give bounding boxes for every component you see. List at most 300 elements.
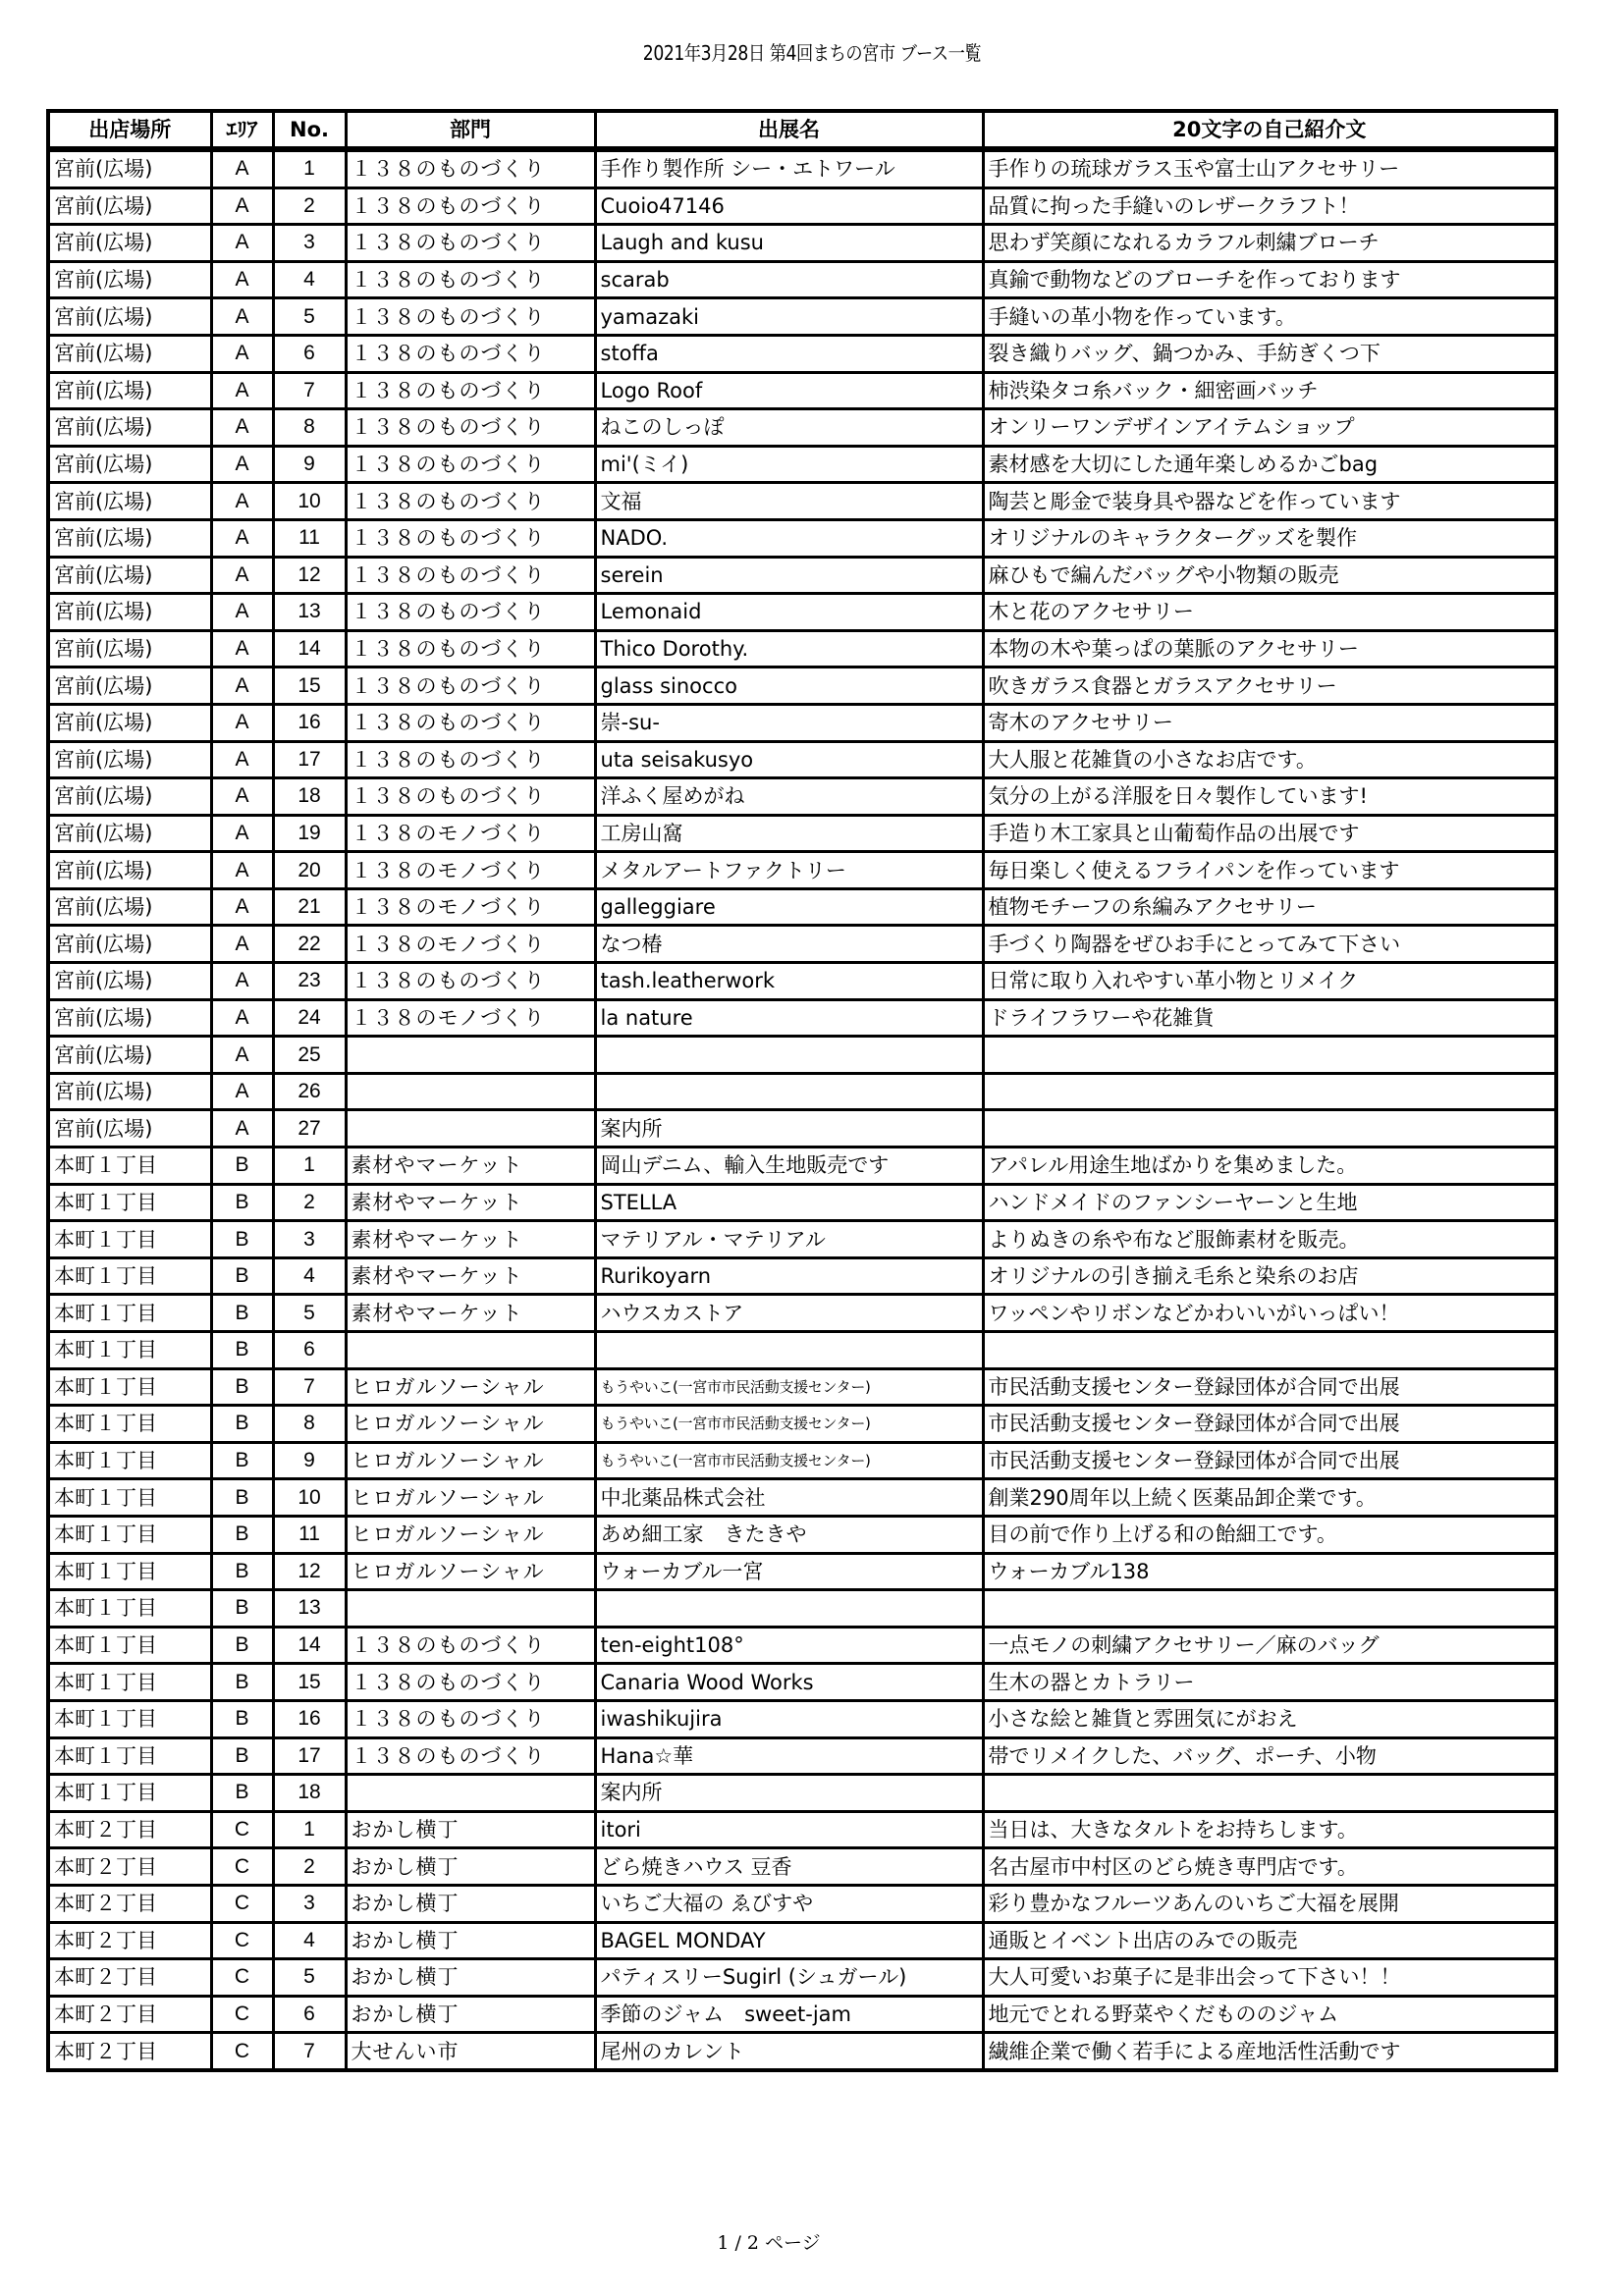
cell-intro: 一点モノの刺繍アクセサリー／麻のバッグ: [983, 1627, 1556, 1664]
table-row: [48, 778, 1556, 816]
cell-category: １３８のものづくり: [346, 963, 595, 1000]
cell-location: 本町１丁目: [48, 1442, 211, 1479]
cell-category: 素材やマーケット: [346, 1148, 595, 1185]
cell-exhibitor: la nature: [595, 999, 983, 1037]
cell-location: 宮前(広場): [48, 1110, 211, 1148]
cell-number: 23: [273, 963, 346, 1000]
document-title: 2021年3月28日 第4回まちの宮市 ブース一覧: [642, 41, 982, 65]
cell-number: 15: [273, 667, 346, 705]
cell-exhibitor: なつ椿: [595, 926, 983, 963]
cell-area: A: [211, 557, 273, 594]
cell-area: B: [211, 1627, 273, 1664]
cell-intro: 木と花のアクセサリー: [983, 594, 1556, 631]
cell-intro: ウォーカブル138: [983, 1553, 1556, 1590]
cell-exhibitor: Hana☆華: [595, 1737, 983, 1775]
cell-exhibitor: serein: [595, 557, 983, 594]
cell-number: 9: [273, 446, 346, 483]
cell-location: 宮前(広場): [48, 667, 211, 705]
cell-location: 本町１丁目: [48, 1257, 211, 1295]
table-row: [48, 630, 1556, 667]
cell-intro: [983, 1037, 1556, 1074]
cell-area: A: [211, 225, 273, 262]
table-row: [48, 1295, 1556, 1332]
cell-intro: ドライフラワーや花雑貨: [983, 999, 1556, 1037]
cell-exhibitor: もうやいこ(一宮市市民活動支援センター): [595, 1368, 983, 1406]
cell-exhibitor: メタルアートファクトリー: [595, 852, 983, 889]
cell-area: B: [211, 1553, 273, 1590]
cell-intro: オリジナルの引き揃え毛糸と染糸のお店: [983, 1257, 1556, 1295]
cell-exhibitor: いちご大福の ゑびすや: [595, 1885, 983, 1922]
table-row: [48, 1627, 1556, 1664]
cell-intro: 名古屋市中村区のどら焼き専門店です。: [983, 1848, 1556, 1886]
cell-category: １３８のものづくり: [346, 261, 595, 298]
cell-area: A: [211, 888, 273, 926]
cell-area: A: [211, 999, 273, 1037]
cell-location: 宮前(広場): [48, 815, 211, 852]
cell-number: 1: [273, 149, 346, 187]
header-location: 出店場所: [48, 111, 211, 149]
cell-area: A: [211, 1110, 273, 1148]
cell-exhibitor: どら焼きハウス 豆香: [595, 1848, 983, 1886]
cell-location: 本町１丁目: [48, 1700, 211, 1737]
cell-number: 7: [273, 1368, 346, 1406]
cell-intro: オリジナルのキャラクターグッズを製作: [983, 519, 1556, 557]
cell-number: 13: [273, 594, 346, 631]
cell-category: ヒロガルソーシャル: [346, 1442, 595, 1479]
cell-category: おかし横丁: [346, 1996, 595, 2033]
cell-intro: [983, 1110, 1556, 1148]
cell-category: １３８のものづくり: [346, 298, 595, 336]
cell-number: 2: [273, 187, 346, 225]
cell-intro: 彩り豊かなフルーツあんのいちご大福を展開: [983, 1885, 1556, 1922]
cell-number: 3: [273, 225, 346, 262]
table-row: [48, 1184, 1556, 1221]
cell-number: 6: [273, 335, 346, 372]
cell-intro: 手づくり陶器をぜひお手にとってみて下さい: [983, 926, 1556, 963]
table-row: [48, 1073, 1556, 1110]
cell-location: 宮前(広場): [48, 446, 211, 483]
table-row: [48, 446, 1556, 483]
cell-intro: 手縫いの革小物を作っています。: [983, 298, 1556, 336]
cell-category: １３８のものづくり: [346, 594, 595, 631]
cell-location: 本町１丁目: [48, 1332, 211, 1369]
cell-location: 宮前(広場): [48, 409, 211, 447]
cell-location: 宮前(広場): [48, 926, 211, 963]
table-row: [48, 1479, 1556, 1517]
cell-intro: 大人服と花雑貨の小さなお店です。: [983, 741, 1556, 778]
cell-number: 7: [273, 2033, 346, 2070]
cell-area: B: [211, 1221, 273, 1258]
cell-exhibitor: ねこのしっぽ: [595, 409, 983, 447]
cell-location: 本町１丁目: [48, 1148, 211, 1185]
cell-location: 本町２丁目: [48, 1959, 211, 1997]
cell-category: [346, 1037, 595, 1074]
table-row: [48, 1811, 1556, 1848]
table-row: [48, 852, 1556, 889]
table-row: [48, 1959, 1556, 1997]
cell-location: 本町２丁目: [48, 1885, 211, 1922]
cell-area: A: [211, 704, 273, 741]
cell-number: 12: [273, 557, 346, 594]
cell-exhibitor: あめ細工家 きたきや: [595, 1516, 983, 1553]
cell-intro: 生木の器とカトラリー: [983, 1664, 1556, 1701]
cell-area: C: [211, 1996, 273, 2033]
cell-intro: 品質に拘った手縫いのレザークラフト！: [983, 187, 1556, 225]
cell-location: 宮前(広場): [48, 1037, 211, 1074]
cell-area: B: [211, 1590, 273, 1628]
cell-location: 本町１丁目: [48, 1775, 211, 1812]
cell-intro: 市民活動支援センター登録団体が合同で出展: [983, 1406, 1556, 1443]
cell-number: 21: [273, 888, 346, 926]
table-row: [48, 1516, 1556, 1553]
table-row: [48, 372, 1556, 409]
cell-area: A: [211, 298, 273, 336]
cell-exhibitor: 洋ふく屋めがね: [595, 778, 983, 816]
header-area: ｴﾘｱ: [211, 111, 273, 149]
table-row: [48, 187, 1556, 225]
cell-intro: 真鍮で動物などのブローチを作っております: [983, 261, 1556, 298]
cell-intro: 寄木のアクセサリー: [983, 704, 1556, 741]
header-number: No.: [273, 111, 346, 149]
cell-number: 11: [273, 1516, 346, 1553]
table-row: [48, 1332, 1556, 1369]
cell-number: 2: [273, 1848, 346, 1886]
table-row: [48, 594, 1556, 631]
table-row: [48, 409, 1556, 447]
cell-location: 宮前(広場): [48, 963, 211, 1000]
cell-number: 13: [273, 1590, 346, 1628]
cell-category: １３８のものづくり: [346, 335, 595, 372]
cell-location: 本町１丁目: [48, 1184, 211, 1221]
cell-category: 素材やマーケット: [346, 1184, 595, 1221]
cell-category: [346, 1073, 595, 1110]
cell-area: B: [211, 1664, 273, 1701]
cell-intro: [983, 1332, 1556, 1369]
cell-exhibitor: 手作り製作所 シー・エトワール: [595, 149, 983, 187]
cell-area: A: [211, 778, 273, 816]
cell-number: 14: [273, 1627, 346, 1664]
cell-location: 本町１丁目: [48, 1627, 211, 1664]
cell-category: １３８のものづくり: [346, 372, 595, 409]
cell-exhibitor: stoffa: [595, 335, 983, 372]
table-row: [48, 519, 1556, 557]
cell-exhibitor: iwashikujira: [595, 1700, 983, 1737]
cell-area: A: [211, 1073, 273, 1110]
cell-category: １３８のモノづくり: [346, 815, 595, 852]
cell-location: 宮前(広場): [48, 483, 211, 520]
cell-intro: [983, 1775, 1556, 1812]
cell-category: １３８のものづくり: [346, 557, 595, 594]
table-row: [48, 1110, 1556, 1148]
cell-intro: 陶芸と彫金で装身具や器などを作っています: [983, 483, 1556, 520]
cell-exhibitor: Cuoio47146: [595, 187, 983, 225]
table-row: [48, 1996, 1556, 2033]
table-row: [48, 335, 1556, 372]
cell-area: A: [211, 963, 273, 1000]
cell-exhibitor: yamazaki: [595, 298, 983, 336]
cell-intro: 裂き織りバッグ、鍋つかみ、手紡ぎくつ下: [983, 335, 1556, 372]
cell-intro: 本物の木や葉っぱの葉脈のアクセサリー: [983, 630, 1556, 667]
cell-number: 16: [273, 1700, 346, 1737]
cell-exhibitor: ten-eight108°: [595, 1627, 983, 1664]
cell-exhibitor: [595, 1332, 983, 1369]
page-number: 1 / 2 ページ: [717, 2232, 821, 2254]
cell-area: B: [211, 1479, 273, 1517]
table-row: [48, 1590, 1556, 1628]
cell-number: 14: [273, 630, 346, 667]
cell-location: 本町２丁目: [48, 1922, 211, 1959]
cell-category: [346, 1332, 595, 1369]
cell-category: 素材やマーケット: [346, 1257, 595, 1295]
cell-area: B: [211, 1442, 273, 1479]
cell-exhibitor: Thico Dorothy.: [595, 630, 983, 667]
cell-exhibitor: Rurikoyarn: [595, 1257, 983, 1295]
cell-number: 10: [273, 483, 346, 520]
cell-number: 19: [273, 815, 346, 852]
cell-location: 宮前(広場): [48, 630, 211, 667]
cell-category: １３８のものづくり: [346, 667, 595, 705]
table-row: [48, 1442, 1556, 1479]
cell-area: C: [211, 1848, 273, 1886]
cell-area: A: [211, 519, 273, 557]
cell-number: 18: [273, 1775, 346, 1812]
table-row: [48, 963, 1556, 1000]
table-row: [48, 888, 1556, 926]
cell-number: 26: [273, 1073, 346, 1110]
cell-exhibitor: Lemonaid: [595, 594, 983, 631]
cell-number: 5: [273, 298, 346, 336]
cell-area: B: [211, 1516, 273, 1553]
cell-category: ヒロガルソーシャル: [346, 1553, 595, 1590]
cell-intro: 手造り木工家具と山葡萄作品の出展です: [983, 815, 1556, 852]
table-row: [48, 667, 1556, 705]
cell-exhibitor: 尾州のカレント: [595, 2033, 983, 2070]
cell-location: 本町１丁目: [48, 1590, 211, 1628]
cell-category: １３８のものづくり: [346, 446, 595, 483]
cell-number: 11: [273, 519, 346, 557]
cell-exhibitor: BAGEL MONDAY: [595, 1922, 983, 1959]
cell-intro: [983, 1073, 1556, 1110]
cell-location: 宮前(広場): [48, 261, 211, 298]
cell-location: 宮前(広場): [48, 187, 211, 225]
cell-location: 本町２丁目: [48, 1996, 211, 2033]
table-row: [48, 2033, 1556, 2070]
cell-category: １３８のものづくり: [346, 483, 595, 520]
cell-intro: よりぬきの糸や布など服飾素材を販売。: [983, 1221, 1556, 1258]
cell-number: 3: [273, 1885, 346, 1922]
cell-location: 本町１丁目: [48, 1221, 211, 1258]
cell-number: 5: [273, 1295, 346, 1332]
cell-intro: 麻ひもで編んだバッグや小物類の販売: [983, 557, 1556, 594]
cell-exhibitor: Canaria Wood Works: [595, 1664, 983, 1701]
table-row: [48, 298, 1556, 336]
cell-category: １３８のものづくり: [346, 187, 595, 225]
cell-area: A: [211, 149, 273, 187]
table-row: [48, 1775, 1556, 1812]
cell-location: 宮前(広場): [48, 888, 211, 926]
cell-location: 宮前(広場): [48, 704, 211, 741]
cell-number: 6: [273, 1996, 346, 2033]
cell-category: 大せんい市: [346, 2033, 595, 2070]
cell-intro: ワッペンやリボンなどかわいいがいっぱい！: [983, 1295, 1556, 1332]
cell-exhibitor: マテリアル・マテリアル: [595, 1221, 983, 1258]
cell-exhibitor: [595, 1037, 983, 1074]
cell-area: C: [211, 1959, 273, 1997]
cell-category: ヒロガルソーシャル: [346, 1479, 595, 1517]
cell-intro: 帯でリメイクした、バッグ、ポーチ、小物: [983, 1737, 1556, 1775]
table-row: [48, 1148, 1556, 1185]
cell-exhibitor: 案内所: [595, 1110, 983, 1148]
table-row: [48, 557, 1556, 594]
cell-location: 本町１丁目: [48, 1406, 211, 1443]
table-row: [48, 1368, 1556, 1406]
cell-area: A: [211, 409, 273, 447]
cell-exhibitor: 文福: [595, 483, 983, 520]
cell-area: A: [211, 372, 273, 409]
table-row: [48, 1257, 1556, 1295]
cell-category: [346, 1590, 595, 1628]
cell-exhibitor: もうやいこ(一宮市市民活動支援センター): [595, 1442, 983, 1479]
cell-number: 17: [273, 741, 346, 778]
cell-area: B: [211, 1700, 273, 1737]
cell-intro: 通販とイベント出店のみでの販売: [983, 1922, 1556, 1959]
cell-number: 4: [273, 261, 346, 298]
cell-location: 本町１丁目: [48, 1664, 211, 1701]
cell-area: B: [211, 1148, 273, 1185]
cell-number: 27: [273, 1110, 346, 1148]
cell-location: 本町１丁目: [48, 1553, 211, 1590]
cell-exhibitor: tash.leatherwork: [595, 963, 983, 1000]
cell-number: 7: [273, 372, 346, 409]
table-row: [48, 261, 1556, 298]
cell-number: 8: [273, 1406, 346, 1443]
cell-number: 5: [273, 1959, 346, 1997]
cell-exhibitor: Laugh and kusu: [595, 225, 983, 262]
cell-area: B: [211, 1257, 273, 1295]
cell-number: 1: [273, 1148, 346, 1185]
cell-category: おかし横丁: [346, 1848, 595, 1886]
cell-category: １３８のものづくり: [346, 409, 595, 447]
cell-category: 素材やマーケット: [346, 1295, 595, 1332]
cell-exhibitor: もうやいこ(一宮市市民活動支援センター): [595, 1406, 983, 1443]
cell-category: １３８のものづくり: [346, 225, 595, 262]
cell-number: 1: [273, 1811, 346, 1848]
cell-area: B: [211, 1368, 273, 1406]
cell-location: 宮前(広場): [48, 557, 211, 594]
cell-intro: 手作りの琉球ガラス玉や富士山アクセサリー: [983, 149, 1556, 187]
cell-area: A: [211, 926, 273, 963]
cell-category: ヒロガルソーシャル: [346, 1516, 595, 1553]
cell-location: 宮前(広場): [48, 225, 211, 262]
cell-category: おかし横丁: [346, 1922, 595, 1959]
cell-area: A: [211, 852, 273, 889]
cell-category: [346, 1775, 595, 1812]
cell-area: C: [211, 1885, 273, 1922]
cell-number: 9: [273, 1442, 346, 1479]
header-category: 部門: [346, 111, 595, 149]
table-row: [48, 1037, 1556, 1074]
cell-category: おかし横丁: [346, 1811, 595, 1848]
cell-location: 本町２丁目: [48, 1848, 211, 1886]
cell-category: ヒロガルソーシャル: [346, 1368, 595, 1406]
cell-location: 宮前(広場): [48, 298, 211, 336]
cell-intro: [983, 1590, 1556, 1628]
cell-location: 本町１丁目: [48, 1295, 211, 1332]
cell-area: C: [211, 1811, 273, 1848]
cell-exhibitor: NADO.: [595, 519, 983, 557]
cell-exhibitor: STELLA: [595, 1184, 983, 1221]
cell-exhibitor: uta seisakusyo: [595, 741, 983, 778]
cell-category: ヒロガルソーシャル: [346, 1406, 595, 1443]
cell-location: 宮前(広場): [48, 852, 211, 889]
table-row: [48, 1664, 1556, 1701]
cell-area: A: [211, 261, 273, 298]
cell-location: 宮前(広場): [48, 519, 211, 557]
cell-intro: ハンドメイドのファンシーヤーンと生地: [983, 1184, 1556, 1221]
cell-location: 宮前(広場): [48, 594, 211, 631]
cell-intro: 植物モチーフの糸編みアクセサリー: [983, 888, 1556, 926]
cell-area: B: [211, 1775, 273, 1812]
cell-category: １３８のものづくり: [346, 704, 595, 741]
cell-number: 22: [273, 926, 346, 963]
table-row: [48, 1885, 1556, 1922]
header-exhibitor: 出展名: [595, 111, 983, 149]
table-header: [48, 111, 1556, 149]
cell-exhibitor: パティスリーSugirl (シュガール): [595, 1959, 983, 1997]
cell-category: 素材やマーケット: [346, 1221, 595, 1258]
cell-intro: 日常に取り入れやすい革小物とリメイク: [983, 963, 1556, 1000]
table-row: [48, 225, 1556, 262]
cell-category: １３８のものづくり: [346, 1737, 595, 1775]
cell-number: 2: [273, 1184, 346, 1221]
cell-area: A: [211, 741, 273, 778]
cell-category: １３８のモノづくり: [346, 888, 595, 926]
cell-area: A: [211, 1037, 273, 1074]
cell-category: おかし横丁: [346, 1885, 595, 1922]
cell-category: １３８のモノづくり: [346, 999, 595, 1037]
cell-intro: 地元でとれる野菜やくだもののジャム: [983, 1996, 1556, 2033]
cell-area: B: [211, 1332, 273, 1369]
cell-area: A: [211, 630, 273, 667]
cell-exhibitor: mi'(ミイ): [595, 446, 983, 483]
table-row: [48, 999, 1556, 1037]
cell-intro: 素材感を大切にした通年楽しめるかごbag: [983, 446, 1556, 483]
cell-intro: 創業290周年以上続く医薬品卸企業です。: [983, 1479, 1556, 1517]
cell-location: 宮前(広場): [48, 335, 211, 372]
cell-area: A: [211, 667, 273, 705]
table-row: [48, 1700, 1556, 1737]
cell-category: １３８のものづくり: [346, 741, 595, 778]
cell-exhibitor: 工房山窩: [595, 815, 983, 852]
cell-number: 20: [273, 852, 346, 889]
cell-intro: 市民活動支援センター登録団体が合同で出展: [983, 1442, 1556, 1479]
cell-area: A: [211, 335, 273, 372]
cell-intro: 当日は、大きなタルトをお持ちします。: [983, 1811, 1556, 1848]
cell-exhibitor: glass sinocco: [595, 667, 983, 705]
cell-exhibitor: Logo Roof: [595, 372, 983, 409]
cell-number: 3: [273, 1221, 346, 1258]
cell-exhibitor: 中北薬品株式会社: [595, 1479, 983, 1517]
cell-category: １３８のモノづくり: [346, 926, 595, 963]
cell-intro: 目の前で作り上げる和の飴細工です。: [983, 1516, 1556, 1553]
table-row: [48, 926, 1556, 963]
cell-location: 本町１丁目: [48, 1737, 211, 1775]
cell-category: １３８のものづくり: [346, 778, 595, 816]
cell-area: B: [211, 1184, 273, 1221]
cell-location: 本町１丁目: [48, 1516, 211, 1553]
cell-intro: 繊維企業で働く若手による産地活性活動です: [983, 2033, 1556, 2070]
table-row: [48, 1553, 1556, 1590]
